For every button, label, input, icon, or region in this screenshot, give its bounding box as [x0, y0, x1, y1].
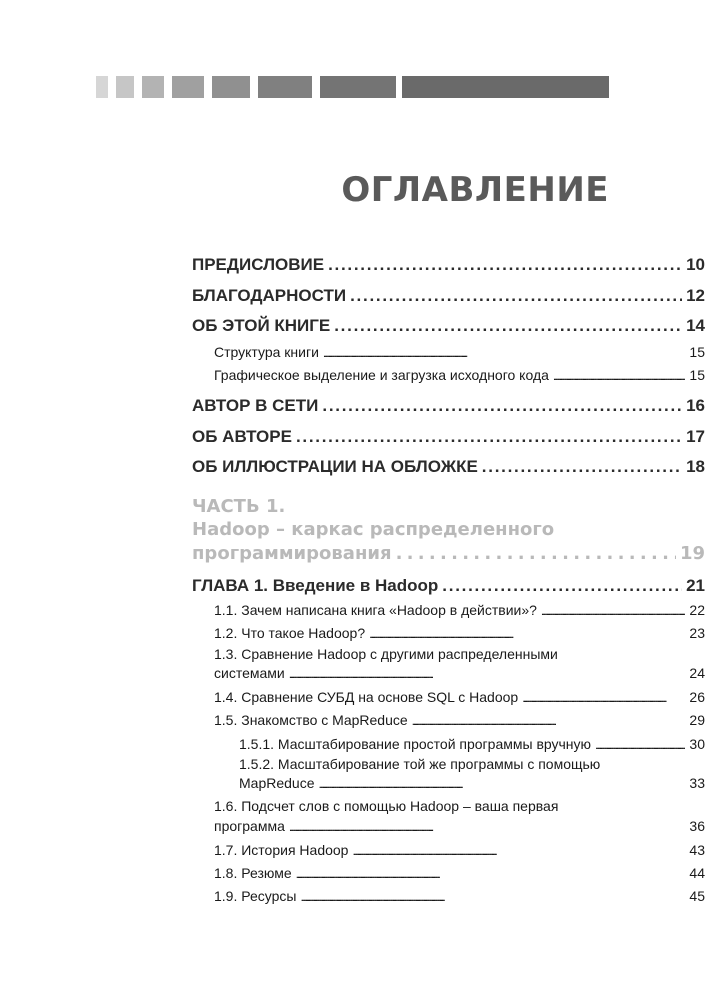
toc-entry-label: 1.5.1. Масштабирование простой программы вручную: [239, 736, 592, 752]
toc-entry-label: АВТОР В СЕТИ: [192, 396, 319, 415]
toc-entry-label-line: 1.3. Сравнение Hadoop с другими распределенными: [214, 646, 558, 662]
toc-entry-about-book[interactable]: [192, 316, 705, 336]
toc-entry-page: 10: [686, 255, 705, 274]
toc-entry-section[interactable]: [214, 842, 705, 858]
toc-entry-page: 29: [689, 712, 705, 728]
toc-entry-label: ПРЕДИСЛОВИЕ: [192, 255, 325, 274]
header-bar: [116, 76, 134, 98]
toc-entry-label: ОБ ИЛЛЮСТРАЦИИ НА ОБЛОЖКЕ: [192, 457, 478, 476]
toc-entry-label: 1.2. Что такое Hadoop?: [214, 625, 366, 641]
toc-entry-label: 1.1. Зачем написана книга «Hadoop в действии»?: [214, 602, 537, 618]
toc-entry-preface[interactable]: [192, 255, 705, 275]
toc-entry-page: 26: [689, 689, 705, 705]
decorative-header-bars: [96, 76, 609, 98]
toc-entry-page: 17: [686, 427, 705, 446]
toc-entry-page: 36: [689, 818, 705, 834]
header-bar: [142, 76, 164, 98]
toc-entry-label: 1.4. Сравнение СУБД на основе SQL с Hadoop: [214, 689, 519, 705]
header-bar: [258, 76, 312, 98]
toc-entry-label: 1.9. Ресурсы: [214, 888, 297, 904]
toc-entry-page: 33: [689, 775, 705, 791]
toc-entry-page: 15: [689, 367, 705, 383]
toc-entry-about-author[interactable]: [192, 427, 705, 447]
toc-entry-label: ОБ ЭТОЙ КНИГЕ: [192, 316, 331, 335]
toc-entry-subsection[interactable]: [239, 775, 705, 791]
toc-entry-page: 44: [689, 865, 705, 881]
toc-entry-label: программирования: [192, 543, 392, 564]
toc-entry-label: ОБ АВТОРЕ: [192, 427, 292, 446]
toc-entry-label-line: 1.5.2. Масштабирование той же программы с помощью: [239, 756, 601, 772]
toc-entry-cover-illustration[interactable]: [192, 457, 705, 477]
toc-entry-section[interactable]: [214, 818, 705, 834]
toc-entry-page: 14: [686, 316, 705, 335]
toc-entry-page: 12: [686, 286, 705, 305]
header-bar: [320, 76, 396, 98]
toc-entry-chapter-1[interactable]: [192, 576, 705, 596]
toc-entry-page: 22: [689, 602, 705, 618]
toc-entry-page: 43: [689, 842, 705, 858]
toc-entry-label: ГЛАВА 1. Введение в Hadoop: [192, 576, 439, 595]
toc-entry-section[interactable]: [214, 665, 705, 681]
toc-entry-label: 1.8. Резюме: [214, 865, 292, 881]
toc-entry-acknowledgements[interactable]: [192, 286, 705, 306]
toc-entry-page: 19: [679, 543, 705, 564]
toc-entry-section[interactable]: [214, 865, 705, 881]
header-bar: [212, 76, 250, 98]
toc-entry-section[interactable]: [214, 712, 705, 728]
toc-entry-label: системами: [214, 665, 285, 681]
toc-entry-label: Структура книги: [214, 344, 319, 360]
toc-entry-section[interactable]: [214, 888, 705, 904]
toc-entry-label: БЛАГОДАРНОСТИ: [192, 286, 347, 305]
part-heading-number: ЧАСТЬ 1.: [192, 496, 286, 517]
toc-entry-label-line: 1.6. Подсчет слов с помощью Hadoop – ваша первая: [214, 798, 559, 814]
header-bar: [96, 76, 108, 98]
page-title: ОГЛАВЛЕНИЕ: [341, 170, 609, 210]
toc-entry-page: 18: [686, 457, 705, 476]
header-bar: [172, 76, 204, 98]
toc-entry-section[interactable]: [214, 689, 705, 705]
toc-entry-page: 30: [689, 736, 705, 752]
toc-entry-label: 1.5. Знакомство с MapReduce: [214, 712, 408, 728]
toc-entry-page: 24: [689, 665, 705, 681]
toc-entry-label: MapReduce: [239, 775, 315, 791]
toc-entry-section[interactable]: [214, 602, 705, 618]
toc-entry-page: 15: [689, 344, 705, 360]
toc-entry-subsection[interactable]: [239, 736, 705, 752]
part-heading-title: Hadoop – каркас распределенного: [192, 519, 555, 540]
toc-entry-book-structure[interactable]: [214, 344, 705, 360]
toc-entry-label: Графическое выделение и загрузка исходного кода: [214, 367, 549, 383]
toc-entry-page: 45: [689, 888, 705, 904]
toc-entry-label: программа: [214, 818, 285, 834]
toc-entry-section[interactable]: [214, 625, 705, 641]
toc-entry-code-conventions[interactable]: [214, 367, 705, 383]
toc-entry-author-online[interactable]: [192, 396, 705, 416]
header-bar: [402, 76, 609, 98]
toc-entry-page: 16: [686, 396, 705, 415]
toc-entry-page: 21: [686, 576, 705, 595]
toc-entry-part-1[interactable]: [192, 543, 705, 564]
toc-entry-label: 1.7. История Hadoop: [214, 842, 349, 858]
toc-entry-page: 23: [689, 625, 705, 641]
